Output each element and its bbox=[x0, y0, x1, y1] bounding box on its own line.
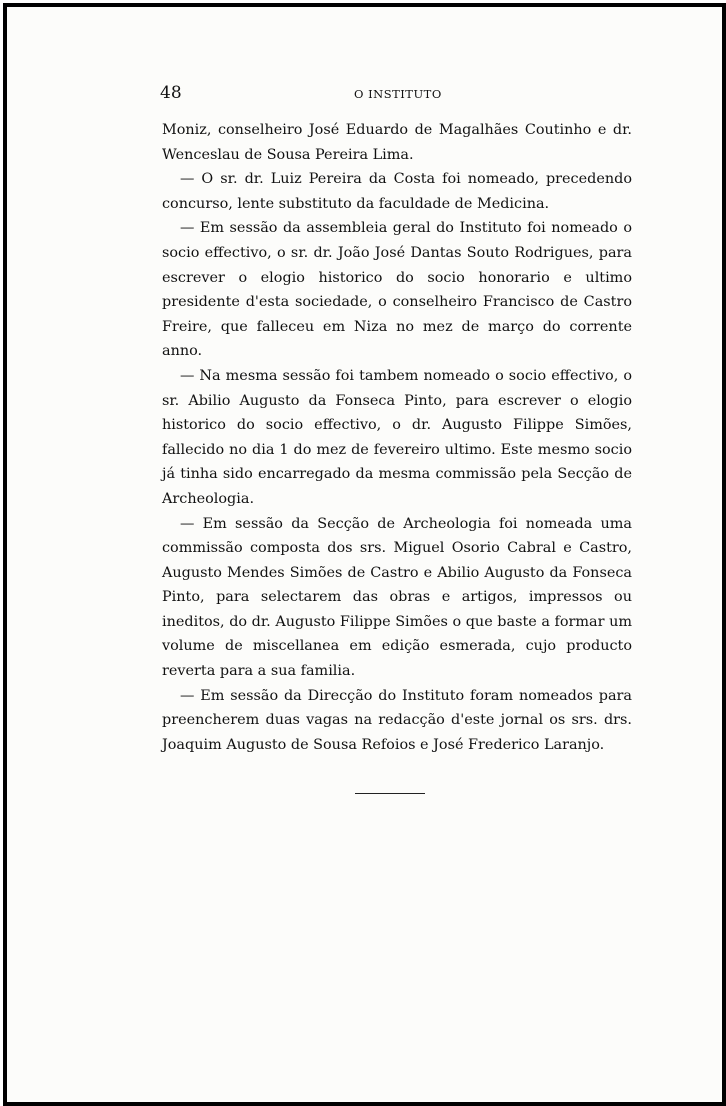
page-number: 48 bbox=[160, 83, 182, 103]
section-divider bbox=[355, 793, 425, 794]
paragraph: — Em sessão da assembleia geral do Instituto foi nomeado o socio effectivo, o sr. dr. João José Dantas Souto Rodrigues, para escrever o elogio historico do socio honorario e ultimo presidente d'esta sociedade, o conselheiro Francisco de Castro Freire, que falleceu em Niza no mez de março do corrente anno. bbox=[162, 220, 632, 360]
running-title: O INSTITUTO bbox=[354, 87, 442, 101]
paragraph: — Em sessão da Direcção do Instituto foram nomeados para preencherem duas vagas na redacção d'este jornal os srs. drs. Joaquim Augusto de Sousa Refoios e José Frederico Laranjo. bbox=[162, 687, 632, 753]
article-body bbox=[162, 118, 632, 757]
paragraph: — Em sessão da Secção de Archeologia foi nomeada uma commissão composta dos srs. Miguel Osorio Cabral e Castro, Augusto Mendes Simões de Castro e Abilio Augusto da Fonseca Pinto, para selectarem das obras e artigos, impressos ou ineditos, do dr. Augusto Filippe Simões o que baste a formar um volume de miscellanea em edição esmerada, cujo producto reverta para a sua familia. bbox=[162, 515, 632, 680]
paragraph: — O sr. dr. Luiz Pereira da Costa foi nomeado, precedendo concurso, lente substituto da faculdade de Medicina. bbox=[162, 171, 632, 212]
paragraph: Moniz, conselheiro José Eduardo de Magalhães Coutinho e dr. Wenceslau de Sousa Pereira Lima. bbox=[162, 122, 632, 163]
paragraph: — Na mesma sessão foi tambem nomeado o socio effectivo, o sr. Abilio Augusto da Fonseca Pinto, para escrever o elogio historico do socio effectivo, o dr. Augusto Filippe Simões, fallecido no dia 1 do mez de fevereiro ultimo. Este mesmo socio já tinha sido encarregado da mesma commissão pela Secção de Archeologia. bbox=[162, 367, 632, 507]
